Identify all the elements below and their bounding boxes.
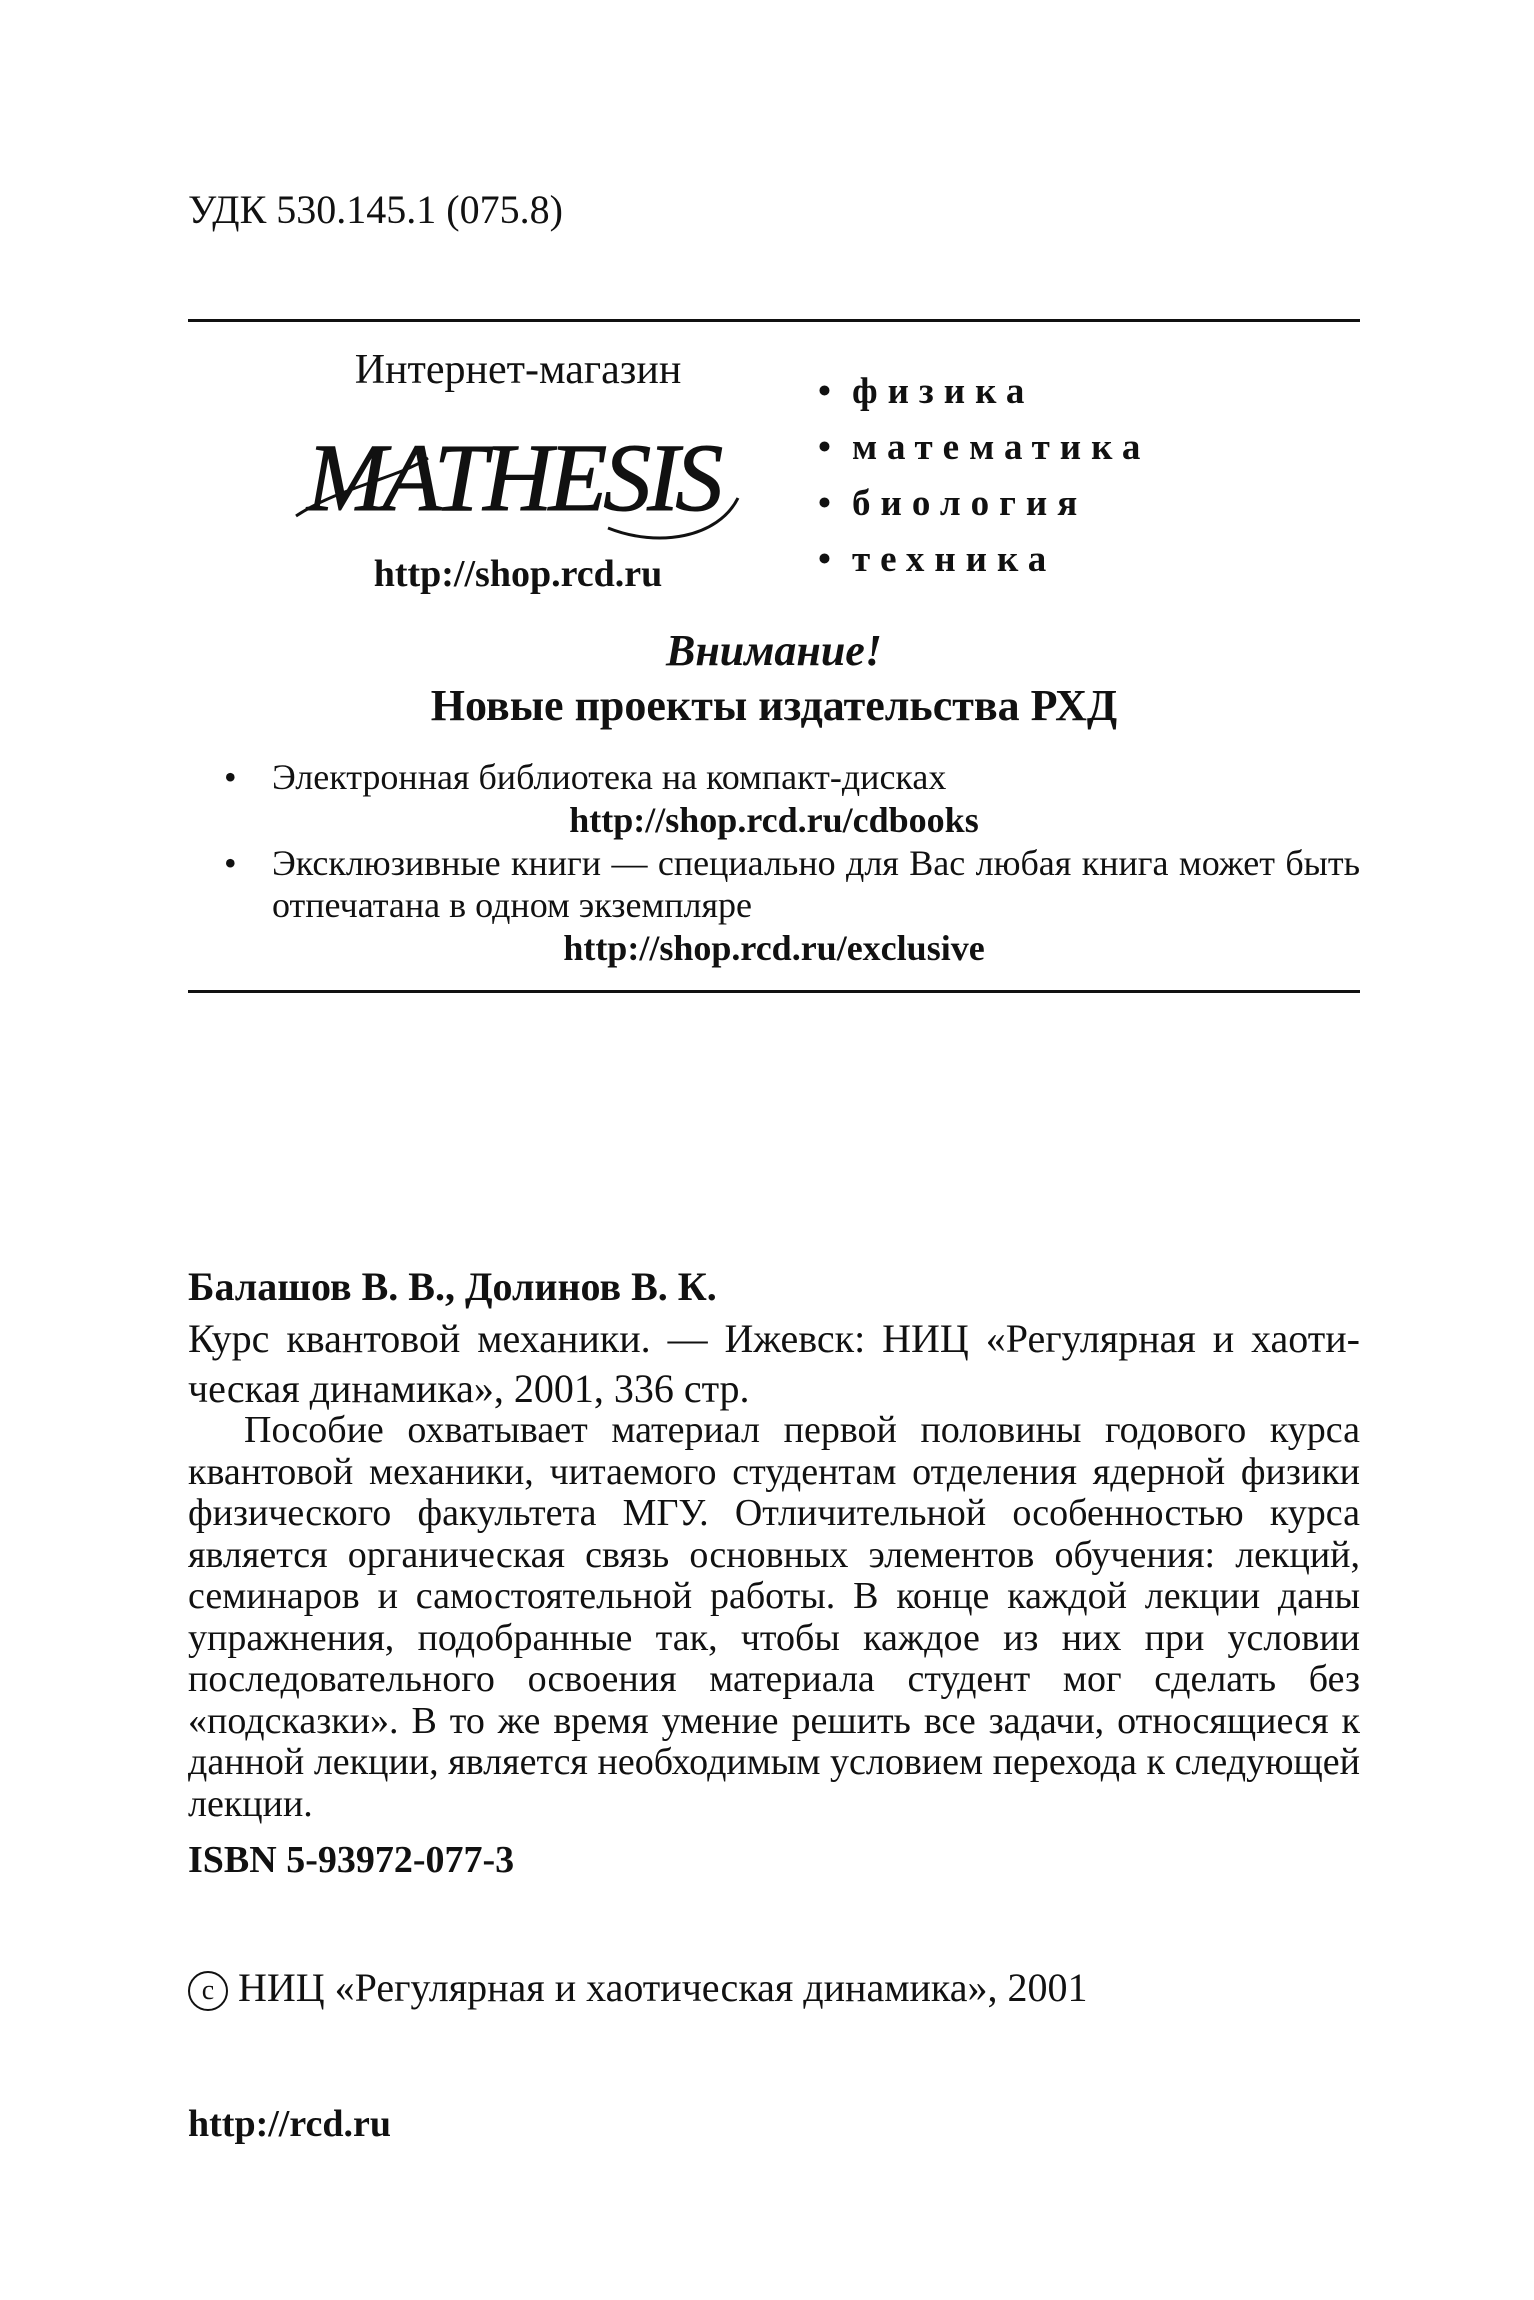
book-citation: Курс квантовой механики. — Ижевск: НИЦ «Регулярная и хаотическая динамика», 2001, 336 стр. bbox=[188, 1316, 1360, 1411]
subject-label: техника bbox=[852, 539, 1057, 580]
subject-label: биология bbox=[852, 483, 1088, 524]
projects-list bbox=[188, 756, 1360, 970]
bullet-icon: • bbox=[818, 371, 831, 412]
copyright-icon: c bbox=[188, 1971, 228, 2011]
subject-item bbox=[818, 532, 1150, 588]
book-authors: Балашов В. В., Долинов В. К. bbox=[188, 1264, 717, 1309]
copyright-text: НИЦ «Регулярная и хаотическая динамика», 2001 bbox=[238, 1965, 1088, 2010]
mathesis-logo bbox=[278, 418, 748, 548]
bullet-icon: • bbox=[818, 427, 831, 468]
subject-item bbox=[818, 364, 1150, 420]
site-link[interactable]: http://rcd.ru bbox=[188, 2103, 392, 2145]
subject-list bbox=[818, 364, 1150, 588]
project-text: Электронная библиотека на компакт-дисках bbox=[272, 757, 947, 797]
shop-title: Интернет-магазин bbox=[354, 347, 682, 393]
projects-heading: Новые проекты издательства РХД bbox=[430, 681, 1118, 730]
bullet-icon: • bbox=[224, 843, 237, 883]
copyright-line bbox=[188, 1963, 1088, 2013]
subject-item bbox=[818, 420, 1150, 476]
bottom-divider bbox=[188, 990, 1360, 993]
project-link[interactable]: http://shop.rcd.ru/cdbooks bbox=[569, 800, 979, 840]
logo-lettering: MATHESIS bbox=[306, 424, 720, 531]
subject-label: физика bbox=[852, 371, 1035, 412]
udk-code: УДК 530.145.1 (075.8) bbox=[188, 187, 563, 232]
bullet-icon: • bbox=[224, 757, 237, 797]
project-item bbox=[188, 756, 1360, 842]
attention-heading: Внимание! bbox=[666, 626, 882, 675]
subject-item bbox=[818, 476, 1150, 532]
book-abstract: Пособие охватывает материал первой половины годового курса квантовой механики, читаемого студентам отделения ядерной физики физического факультета МГУ. Отличительной особенностью курса является органическая связь основных элементов обучения: лекций, семинаров и самостоятельной работы. В конце каждой лекции даны упражнения, подобранные так, чтобы каждое из них при условии последовательного освоения материала студент мог сделать без «подсказки». В то же время умение решить все задачи, относящиеся к данной лекции, является необходимым условием перехода к следующей лекции. bbox=[188, 1409, 1360, 1825]
bullet-icon: • bbox=[818, 539, 831, 580]
project-link[interactable]: http://shop.rcd.ru/exclusive bbox=[563, 928, 985, 968]
bullet-icon: • bbox=[818, 483, 831, 524]
project-item bbox=[188, 842, 1360, 970]
isbn: ISBN 5-93972-077-3 bbox=[188, 1839, 515, 1881]
top-divider bbox=[188, 319, 1360, 322]
shop-link[interactable]: http://shop.rcd.ru bbox=[373, 553, 663, 595]
subject-label: математика bbox=[852, 427, 1151, 468]
project-text: Эксклюзивные книги — специально для Вас любая книга может быть отпечатана в одном экземпляре bbox=[272, 843, 1360, 925]
